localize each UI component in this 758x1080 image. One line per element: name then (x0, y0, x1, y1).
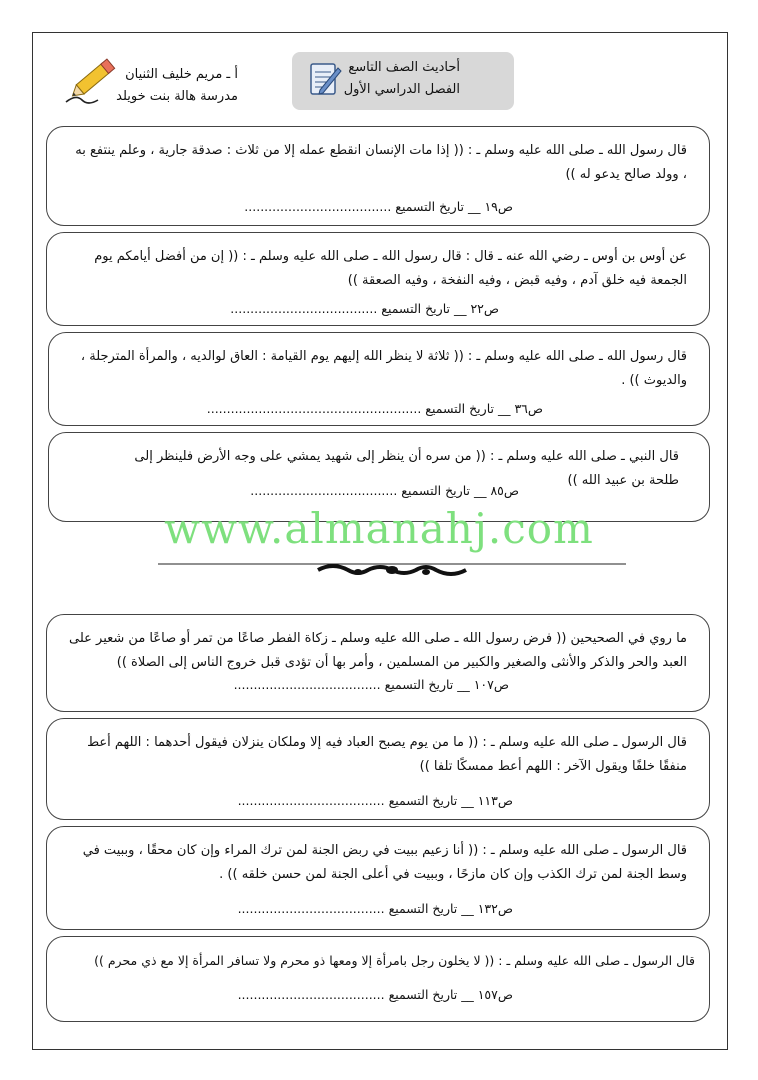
title-line-1: أحاديث الصف التاسع (348, 60, 460, 75)
notebook-icon (308, 60, 342, 98)
hadith-card (46, 718, 710, 820)
hadith-card (46, 826, 710, 930)
hadith-footer: ص٣٦ __ تاريخ التسميع ...................................................... (206, 401, 543, 416)
hadith-text: قال الرسول ـ صلى الله عليه وسلم ـ : (( لا يخلون رجل بامرأة إلا ومعها ذو محرم ولا تسافر المرأة إلا مع ذي محرم )) (94, 953, 695, 968)
hadith-card (46, 614, 710, 712)
hadith-footer: ص١٠٧ __ تاريخ التسميع ..................................... (233, 677, 509, 692)
ornamental-divider (158, 560, 626, 580)
title-box (292, 52, 514, 110)
hadith-text: عن أوس بن أوس ـ رضي الله عنه ـ قال : قال رسول الله ـ صلى الله عليه وسلم ـ : (( إن من أفضل أيامكم يوم الجمعة فيه خلق آدم ، وفيه قبض ، وفيه النفخة ، وفيه الصعقة )) (94, 249, 687, 288)
hadith-card (46, 936, 710, 1022)
hadith-card (46, 126, 710, 226)
hadith-text: قال رسول الله ـ صلى الله عليه وسلم ـ : (( إذا مات الإنسان انقطع عمله إلا من ثلاث : صدقة جارية ، وعلم ينتفع به ، وولد صالح يدعو له )) (75, 143, 687, 182)
hadith-footer: ص١٩ __ تاريخ التسميع ..................................... (244, 199, 513, 214)
hadith-text: قال رسول الله ـ صلى الله عليه وسلم ـ : (( ثلاثة لا ينظر الله إليهم يوم القيامة : العاق لوالديه ، والمرأة المترجلة ، والديوث )) . (80, 349, 687, 388)
hadith-text: ما روي في الصحيحين (( فرض رسول الله ـ صلى الله عليه وسلم ـ زكاة الفطر صاعًا من تمر أو صاعًا من شعير على العبد والحر والذكر والأنثى والصغير والكبير من المسلمين ، وأمر بها أن تؤدى قبل خروج الناس إلى الصلاة )) (69, 631, 687, 670)
hadith-footer: ص١١٣ __ تاريخ التسميع ..................................... (237, 793, 513, 808)
hadith-text: قال النبي ـ صلى الله عليه وسلم ـ : (( من سره أن ينظر إلى شهيد يمشي على وجه الأرض فلينظر إلى طلحة بن عبيد الله )) (134, 449, 679, 488)
hadith-footer: ص٨٥ __ تاريخ التسميع ..................................... (250, 483, 519, 498)
hadith-card (48, 332, 710, 426)
teacher-name: أ ـ مريم خليف الثنيان (125, 67, 238, 82)
school-name: مدرسة هالة بنت خويلد (116, 89, 238, 104)
hadith-footer: ص١٥٧ __ تاريخ التسميع ..................................... (237, 987, 513, 1002)
hadith-footer: ص١٣٢ __ تاريخ التسميع ..................................... (237, 901, 513, 916)
watermark: www.almanahj.com (164, 504, 594, 553)
hadith-text: قال الرسول ـ صلى الله عليه وسلم ـ : (( أنا زعيم ببيت في ربض الجنة لمن ترك المراء وإن كان محقًا ، وببيت في وسط الجنة لمن ترك الكذب وإن كان مازحًا ، وببيت في أعلى الجنة لمن حسن خلقه )) . (82, 843, 687, 882)
hadith-card (46, 232, 710, 326)
pencil-icon (62, 50, 120, 108)
hadith-text: قال الرسول ـ صلى الله عليه وسلم ـ : (( ما من يوم يصبح العباد فيه إلا وملكان ينزلان فيقول أحدهما : اللهم أعط منفقًا خلفًا ويقول الآخر : اللهم أعط ممسكًا تلفا )) (87, 735, 687, 774)
title-line-2: الفصل الدراسي الأول (343, 82, 460, 97)
hadith-footer: ص٢٢ __ تاريخ التسميع ..................................... (230, 301, 499, 316)
